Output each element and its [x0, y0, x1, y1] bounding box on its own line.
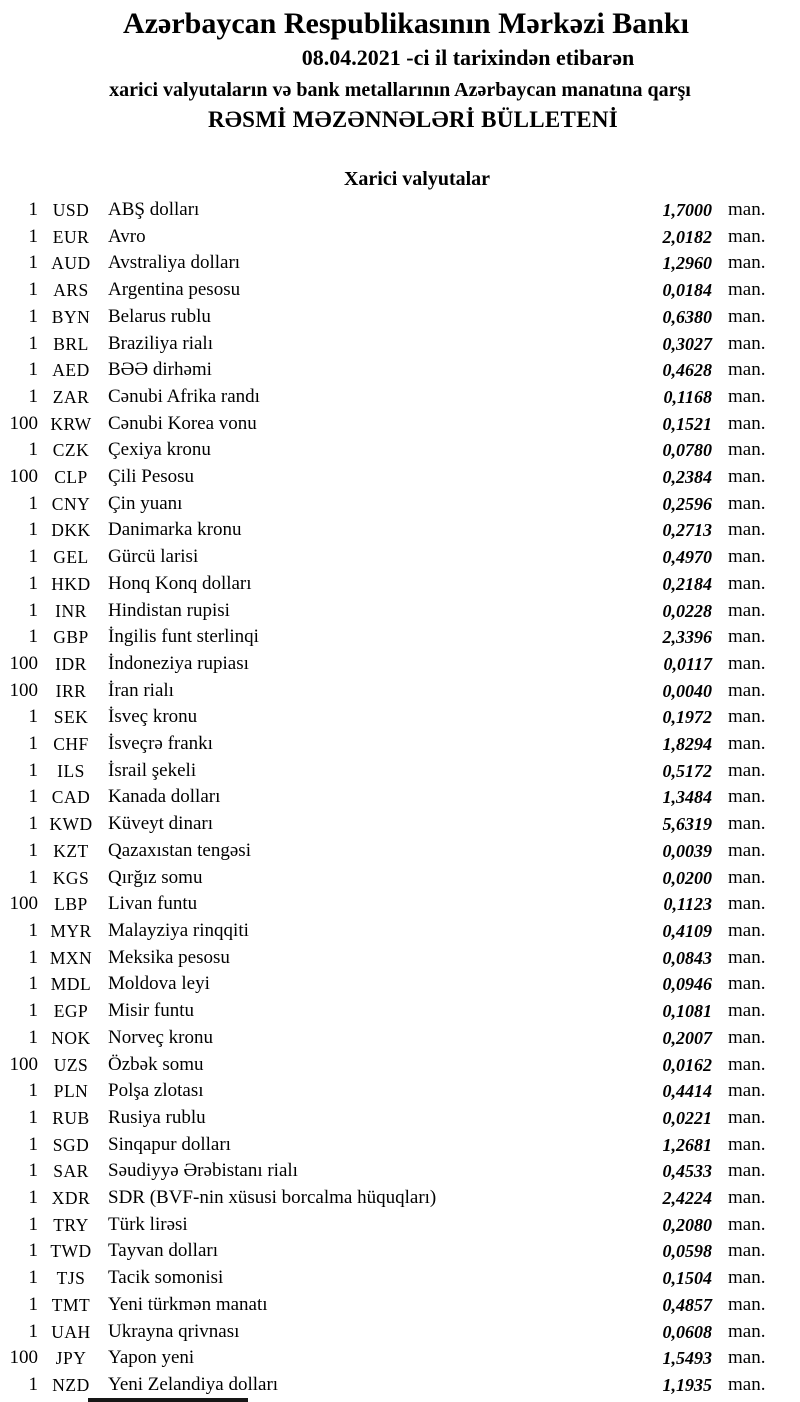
currency-quantity: 1 [28, 733, 38, 755]
currency-row [0, 651, 800, 678]
currency-quantity: 1 [28, 1240, 38, 1262]
currency-unit: man. [728, 1373, 766, 1395]
currency-quantity: 1 [28, 919, 38, 941]
currency-row [0, 945, 800, 972]
currency-rate: 0,2080 [662, 1214, 712, 1235]
currency-quantity: 1 [28, 1320, 38, 1342]
currency-unit: man. [728, 866, 766, 888]
currency-name: İndoneziya rupiası [108, 652, 249, 674]
currency-row [0, 197, 800, 224]
currency-code: IDR [55, 653, 87, 674]
currency-code: CLP [54, 467, 88, 488]
currency-rate: 1,2960 [662, 253, 712, 274]
currency-code: KWD [49, 814, 93, 835]
currency-rate: 0,0843 [662, 947, 712, 968]
currency-quantity: 1 [28, 1267, 38, 1289]
currency-code: RUB [52, 1107, 90, 1128]
currency-row [0, 544, 800, 571]
effective-date-suffix: -ci il tarixindən etibarən [400, 45, 635, 70]
currency-code: KGS [52, 867, 90, 888]
currency-row [0, 1292, 800, 1319]
currency-unit: man. [728, 572, 766, 594]
currency-code: KZT [53, 840, 89, 861]
currency-name: Ukrayna qrivnası [108, 1320, 240, 1342]
currency-quantity: 1 [28, 519, 38, 541]
currency-quantity: 1 [28, 1373, 38, 1395]
currency-code: TWD [50, 1241, 92, 1262]
currency-name: Səudiyyə Ərəbistanı rialı [108, 1160, 298, 1182]
currency-row [0, 1345, 800, 1372]
currency-code: USD [52, 200, 90, 220]
currency-quantity: 1 [28, 1187, 38, 1209]
currency-rate: 1,2681 [662, 1134, 712, 1155]
currency-code: MYR [50, 920, 92, 941]
currency-rate: 2,3396 [662, 627, 712, 648]
currency-unit: man. [728, 919, 766, 941]
currency-quantity: 1 [28, 866, 38, 888]
currency-rate: 0,0117 [663, 653, 712, 674]
currency-name: Cənubi Korea vonu [108, 412, 257, 434]
currency-code: AED [52, 360, 90, 381]
currency-rate: 0,1081 [662, 1001, 712, 1022]
currency-code: BRL [53, 333, 89, 354]
currency-code: TRY [53, 1214, 89, 1235]
currency-unit: man. [728, 1080, 766, 1102]
currency-name: Cənubi Afrika randı [108, 385, 260, 407]
currency-unit: man. [728, 1187, 766, 1209]
currency-rates-table [0, 197, 800, 1399]
currency-rate: 1,3484 [662, 787, 712, 808]
currency-quantity: 100 [9, 679, 38, 701]
currency-code: HKD [51, 573, 91, 594]
currency-quantity: 100 [9, 652, 38, 674]
currency-name: Rusiya rublu [108, 1106, 206, 1128]
currency-name: Kanada dolları [108, 786, 221, 808]
currency-quantity: 1 [28, 252, 38, 274]
currency-rate: 0,4533 [662, 1161, 712, 1182]
currency-rate: 0,2596 [662, 493, 712, 514]
currency-row [0, 1052, 800, 1079]
currency-name: Danimarka kronu [108, 519, 242, 541]
currency-unit: man. [728, 546, 766, 568]
currency-row [0, 998, 800, 1025]
currency-name: Livan funtu [108, 893, 198, 915]
currency-quantity: 1 [28, 973, 38, 995]
currency-rate: 2,0182 [662, 226, 712, 247]
currency-unit: man. [728, 1347, 766, 1369]
currency-quantity: 1 [28, 546, 38, 568]
currency-quantity: 1 [28, 359, 38, 381]
currency-row [0, 304, 800, 331]
currency-name: Çexiya kronu [108, 439, 211, 461]
currency-unit: man. [728, 279, 766, 301]
currency-unit: man. [728, 839, 766, 861]
currency-unit: man. [728, 733, 766, 755]
section-title-foreign-currencies: Xarici valyutalar [343, 168, 491, 190]
currency-quantity: 1 [28, 946, 38, 968]
currency-row [0, 811, 800, 838]
currency-unit: man. [728, 813, 766, 835]
currency-code: CAD [51, 787, 91, 808]
currency-row [0, 1265, 800, 1292]
currency-row [0, 838, 800, 865]
currency-quantity: 1 [28, 786, 38, 808]
currency-rate: 0,1168 [663, 386, 712, 407]
currency-unit: man. [728, 252, 766, 274]
currency-name: Yeni türkmən manatı [108, 1293, 268, 1315]
currency-name: Argentina pesosu [108, 279, 241, 301]
currency-name: Norveç kronu [108, 1026, 213, 1048]
currency-rate: 0,4414 [662, 1081, 712, 1102]
currency-name: Qırğız somu [108, 866, 203, 888]
currency-quantity: 100 [9, 1053, 38, 1075]
currency-row [0, 731, 800, 758]
currency-row [0, 1319, 800, 1346]
currency-quantity: 1 [28, 279, 38, 301]
currency-code: TJS [56, 1268, 86, 1289]
currency-rate: 5,6319 [662, 814, 712, 835]
currency-unit: man. [728, 786, 766, 808]
currency-rate: 0,0946 [662, 974, 712, 995]
currency-code: ZAR [52, 386, 90, 407]
currency-row [0, 277, 800, 304]
currency-name: İran rialı [108, 679, 174, 701]
currency-row [0, 918, 800, 945]
currency-code: EUR [52, 226, 90, 247]
currency-rate: 0,1504 [662, 1268, 712, 1289]
currency-code: XDR [51, 1188, 91, 1209]
currency-code: NZD [52, 1374, 90, 1395]
currency-unit: man. [728, 332, 766, 354]
currency-rate: 0,0040 [662, 680, 712, 701]
currency-name: ABŞ dolları [108, 199, 200, 220]
currency-unit: man. [728, 759, 766, 781]
currency-unit: man. [728, 1000, 766, 1022]
currency-quantity: 1 [28, 572, 38, 594]
currency-unit: man. [728, 1160, 766, 1182]
currency-name: Avro [108, 225, 146, 247]
currency-unit: man. [728, 1240, 766, 1262]
currency-rate: 0,3027 [662, 333, 712, 354]
currency-name: İngilis funt sterlinqi [108, 626, 259, 648]
currency-rate: 1,8294 [662, 734, 712, 755]
currency-row [0, 1238, 800, 1265]
currency-code: NOK [51, 1027, 91, 1048]
currency-quantity: 1 [28, 305, 38, 327]
currency-quantity: 1 [28, 1026, 38, 1048]
currency-row [0, 357, 800, 384]
currency-unit: man. [728, 1026, 766, 1048]
currency-unit: man. [728, 706, 766, 728]
currency-row [0, 624, 800, 651]
currency-name: Polşa zlotası [108, 1080, 204, 1102]
bulletin-title: RƏSMİ MƏZƏNNƏLƏRİ BÜLLETENİ [207, 107, 618, 132]
currency-code: SAR [53, 1161, 89, 1182]
currency-rate: 2,4224 [662, 1188, 712, 1209]
currency-name: Belarus rublu [108, 305, 211, 327]
currency-code: EGP [53, 1001, 89, 1022]
currency-unit: man. [728, 893, 766, 915]
currency-row [0, 517, 800, 544]
currency-row [0, 1105, 800, 1132]
currency-name: İsveçrə frankı [108, 733, 213, 755]
currency-quantity: 1 [28, 1000, 38, 1022]
currency-code: DKK [51, 520, 91, 541]
currency-name: Tacik somonisi [108, 1267, 224, 1289]
currency-quantity: 1 [28, 706, 38, 728]
currency-quantity: 1 [28, 492, 38, 514]
clipped-next-line-fragment [88, 1398, 248, 1402]
currency-rate: 0,2007 [662, 1027, 712, 1048]
currency-code: IRR [55, 680, 87, 701]
currency-quantity: 1 [28, 759, 38, 781]
currency-rate: 0,1972 [662, 707, 712, 728]
currency-row [0, 1132, 800, 1159]
currency-quantity: 100 [9, 893, 38, 915]
currency-unit: man. [728, 305, 766, 327]
currency-code: SGD [52, 1134, 90, 1155]
currency-code: CZK [52, 440, 90, 461]
currency-rate: 0,0184 [662, 280, 712, 301]
currency-name: Misir funtu [108, 1000, 195, 1022]
currency-unit: man. [728, 626, 766, 648]
currency-rate: 0,4109 [662, 920, 712, 941]
currency-code: ARS [53, 280, 89, 301]
currency-code: MXN [49, 947, 93, 968]
currency-code: INR [55, 600, 87, 621]
currency-unit: man. [728, 1213, 766, 1235]
currency-unit: man. [728, 1320, 766, 1342]
currency-unit: man. [728, 519, 766, 541]
currency-row [0, 384, 800, 411]
currency-row [0, 704, 800, 731]
currency-quantity: 1 [28, 1160, 38, 1182]
currency-rate: 0,0780 [662, 440, 712, 461]
currency-rate: 0,0221 [662, 1107, 712, 1128]
currency-rate: 0,6380 [662, 306, 712, 327]
currency-quantity: 100 [9, 466, 38, 488]
currency-code: CHF [53, 734, 89, 755]
currency-unit: man. [728, 679, 766, 701]
currency-code: UZS [53, 1054, 89, 1075]
currency-quantity: 1 [28, 1293, 38, 1315]
currency-unit: man. [728, 973, 766, 995]
currency-row [0, 437, 800, 464]
currency-name: İsveç kronu [108, 706, 198, 728]
currency-quantity: 1 [28, 1080, 38, 1102]
currency-name: Çin yuanı [108, 492, 183, 514]
currency-row [0, 224, 800, 251]
currency-row [0, 331, 800, 358]
currency-name: Yapon yeni [108, 1347, 195, 1369]
currency-rate: 0,4857 [662, 1294, 712, 1315]
currency-code: PLN [53, 1081, 89, 1102]
currency-quantity: 1 [28, 439, 38, 461]
currency-rate: 1,7000 [662, 200, 712, 220]
currency-quantity: 1 [28, 626, 38, 648]
currency-code: SEK [53, 707, 89, 728]
currency-row [0, 758, 800, 785]
currency-unit: man. [728, 1267, 766, 1289]
effective-date-line [68, 44, 800, 72]
currency-row [0, 571, 800, 598]
currency-name: Hindistan rupisi [108, 599, 230, 621]
currency-rate: 0,2384 [662, 467, 712, 488]
currency-name: Qazaxıstan tengəsi [108, 839, 251, 861]
currency-quantity: 1 [28, 1106, 38, 1128]
currency-name: Özbək somu [108, 1053, 204, 1075]
currency-name: Çili Pesosu [108, 466, 195, 488]
currency-rate: 0,0200 [662, 867, 712, 888]
currency-unit: man. [728, 439, 766, 461]
currency-unit: man. [728, 1106, 766, 1128]
currency-rate: 0,1521 [662, 413, 712, 434]
currency-rate: 0,2713 [662, 520, 712, 541]
bulletin-subtitle: xarici valyutaların və bank metallarının Azərbaycan manatına qarşı [109, 79, 691, 101]
currency-row [0, 678, 800, 705]
currency-row [0, 250, 800, 277]
currency-rate: 0,0162 [662, 1054, 712, 1075]
currency-unit: man. [728, 466, 766, 488]
currency-name: Moldova leyi [108, 973, 210, 995]
currency-name: Gürcü larisi [108, 546, 199, 568]
currency-name: Türk lirəsi [108, 1213, 188, 1235]
currency-quantity: 1 [28, 1133, 38, 1155]
currency-quantity: 1 [28, 839, 38, 861]
currency-rate: 0,0039 [662, 840, 712, 861]
currency-name: Meksika pesosu [108, 946, 230, 968]
currency-name: Braziliya rialı [108, 332, 213, 354]
currency-unit: man. [728, 1293, 766, 1315]
currency-quantity: 1 [28, 385, 38, 407]
currency-row [0, 971, 800, 998]
currency-name: Malayziya rinqqiti [108, 919, 249, 941]
currency-row [0, 1212, 800, 1239]
currency-quantity: 100 [9, 1347, 38, 1369]
currency-unit: man. [728, 199, 766, 220]
currency-quantity: 1 [28, 813, 38, 835]
currency-name: SDR (BVF-nin xüsusi borcalma hüquqları) [108, 1187, 437, 1209]
bank-title: Azərbaycan Respublikasının Mərkəzi Bankı [123, 7, 689, 40]
currency-rate: 0,1123 [663, 894, 712, 915]
currency-code: MDL [50, 974, 92, 995]
currency-unit: man. [728, 1053, 766, 1075]
currency-code: KRW [50, 413, 92, 434]
currency-name: Sinqapur dolları [108, 1133, 231, 1155]
currency-row [0, 1185, 800, 1212]
currency-unit: man. [728, 652, 766, 674]
currency-code: GBP [53, 627, 89, 648]
currency-rate: 0,0608 [662, 1321, 712, 1342]
currency-row [0, 464, 800, 491]
currency-name: BƏƏ dirhəmi [108, 359, 212, 381]
currency-quantity: 1 [28, 225, 38, 247]
currency-quantity: 1 [28, 1213, 38, 1235]
currency-row [0, 1372, 800, 1399]
currency-row [0, 1025, 800, 1052]
currency-rate: 0,4970 [662, 547, 712, 568]
currency-quantity: 1 [28, 599, 38, 621]
currency-row [0, 1158, 800, 1185]
currency-code: AUD [51, 253, 91, 274]
currency-code: TMT [51, 1294, 91, 1315]
currency-name: Yeni Zelandiya dolları [108, 1373, 279, 1395]
currency-code: ILS [57, 760, 85, 781]
currency-quantity: 1 [28, 199, 38, 220]
currency-unit: man. [728, 359, 766, 381]
currency-row [0, 891, 800, 918]
currency-code: GEL [53, 547, 89, 568]
currency-unit: man. [728, 946, 766, 968]
currency-unit: man. [728, 385, 766, 407]
currency-rate: 0,0598 [662, 1241, 712, 1262]
currency-code: LBP [54, 894, 88, 915]
currency-rate: 0,0228 [662, 600, 712, 621]
currency-name: Tayvan dolları [108, 1240, 218, 1262]
currency-unit: man. [728, 1133, 766, 1155]
currency-rate: 0,2184 [662, 573, 712, 594]
currency-code: BYN [51, 306, 91, 327]
currency-unit: man. [728, 225, 766, 247]
currency-row [0, 784, 800, 811]
currency-rate: 0,5172 [662, 760, 712, 781]
currency-rate: 1,5493 [662, 1348, 712, 1369]
currency-unit: man. [728, 492, 766, 514]
currency-row [0, 598, 800, 625]
effective-date: 08.04.2021 [301, 45, 401, 70]
currency-row [0, 411, 800, 438]
currency-name: Küveyt dinarı [108, 813, 214, 835]
currency-quantity: 1 [28, 332, 38, 354]
currency-code: JPY [55, 1348, 87, 1369]
currency-row [0, 865, 800, 892]
currency-row [0, 491, 800, 518]
currency-quantity: 100 [9, 412, 38, 434]
currency-rate: 1,1935 [662, 1374, 712, 1395]
currency-unit: man. [728, 599, 766, 621]
currency-name: İsrail şekeli [108, 759, 197, 781]
currency-name: Honq Konq dolları [108, 572, 252, 594]
currency-rate: 0,4628 [662, 360, 712, 381]
currency-code: CNY [51, 493, 91, 514]
currency-row [0, 1078, 800, 1105]
currency-unit: man. [728, 412, 766, 434]
currency-code: UAH [51, 1321, 91, 1342]
currency-name: Avstraliya dolları [108, 252, 241, 274]
